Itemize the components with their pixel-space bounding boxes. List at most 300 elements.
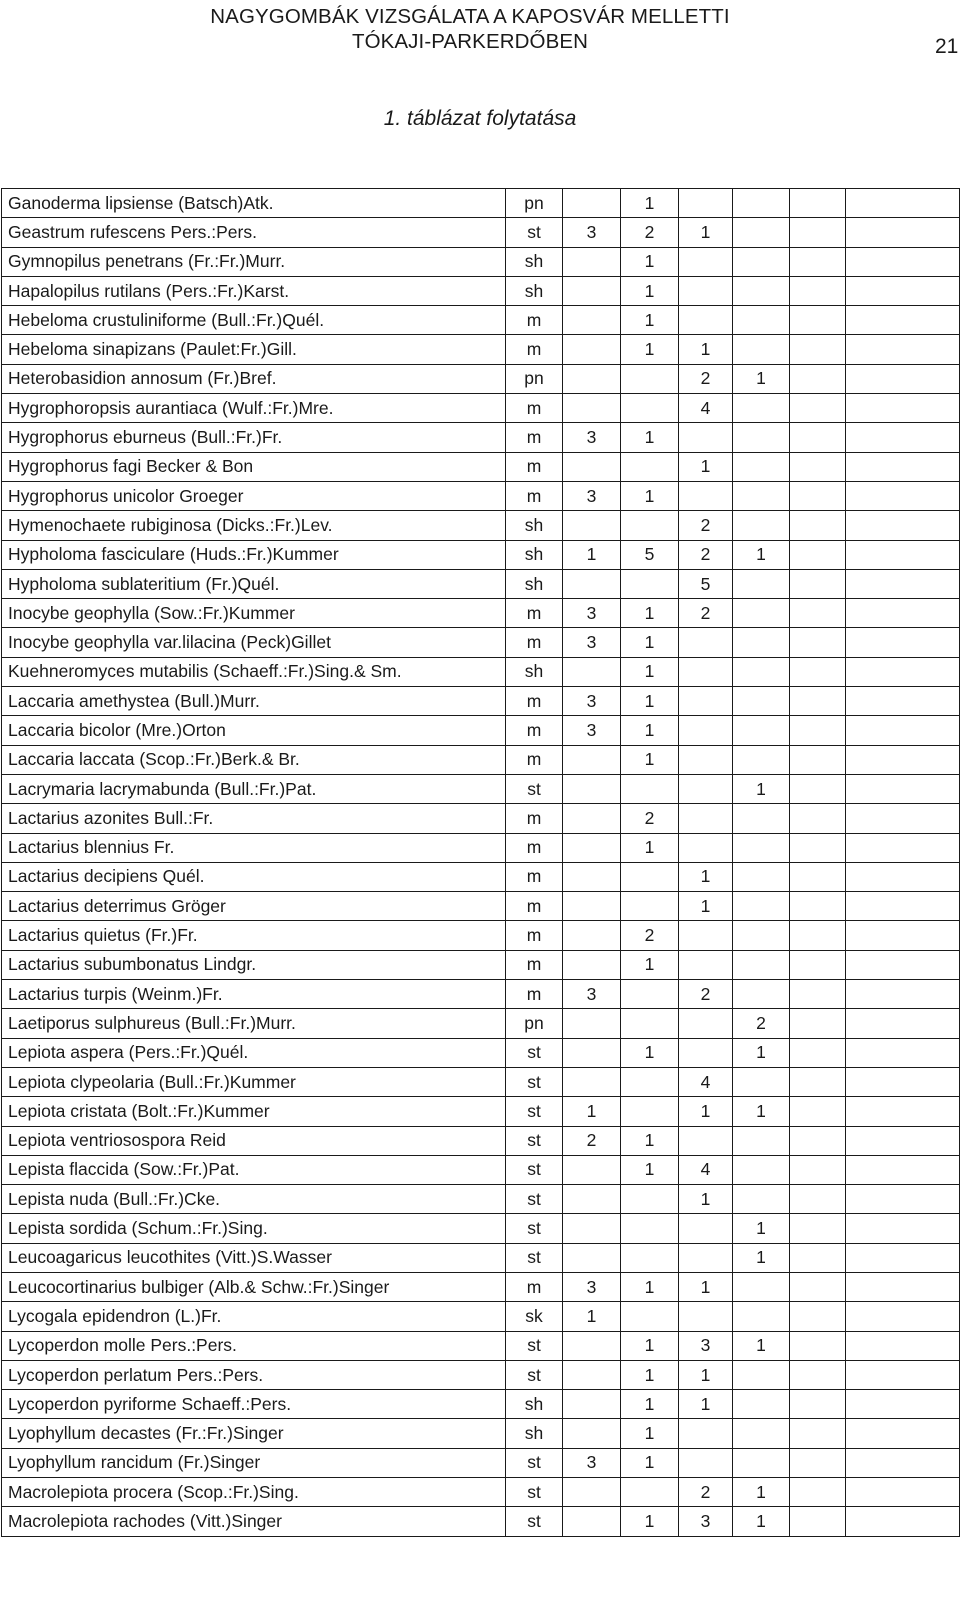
count-cell: 2: [679, 364, 733, 393]
count-cell: [846, 892, 960, 921]
count-cell: [846, 335, 960, 364]
habitat-code-cell: sk: [506, 1302, 563, 1331]
table-row: [2, 569, 960, 598]
count-cell: [846, 276, 960, 305]
page-number: 21: [935, 35, 959, 58]
table-row: [2, 452, 960, 481]
count-cell: [846, 1097, 960, 1126]
count-cell: [621, 1214, 679, 1243]
count-cell: [790, 804, 846, 833]
count-cell: [733, 1419, 790, 1448]
count-cell: [790, 218, 846, 247]
count-cell: [563, 569, 621, 598]
count-cell: [679, 628, 733, 657]
count-cell: 2: [679, 1478, 733, 1507]
species-name-cell: Lepiota cristata (Bolt.:Fr.)Kummer: [2, 1097, 506, 1126]
count-cell: [733, 1272, 790, 1301]
count-cell: 1: [733, 1507, 790, 1536]
habitat-code-cell: st: [506, 218, 563, 247]
count-cell: [679, 1243, 733, 1272]
count-cell: [846, 1360, 960, 1389]
species-name-cell: Hygrophoropsis aurantiaca (Wulf.:Fr.)Mre.: [2, 394, 506, 423]
count-cell: 1: [733, 774, 790, 803]
habitat-code-cell: st: [506, 1507, 563, 1536]
table-row: [2, 716, 960, 745]
species-name-cell: Lepiota ventriosospora Reid: [2, 1126, 506, 1155]
count-cell: [621, 569, 679, 598]
count-cell: [846, 950, 960, 979]
habitat-code-cell: m: [506, 862, 563, 891]
count-cell: [563, 364, 621, 393]
table-row: [2, 306, 960, 335]
species-name-cell: Macrolepiota rachodes (Vitt.)Singer: [2, 1507, 506, 1536]
habitat-code-cell: m: [506, 716, 563, 745]
species-name-cell: Laccaria amethystea (Bull.)Murr.: [2, 687, 506, 716]
species-name-cell: Hypholoma fasciculare (Huds.:Fr.)Kummer: [2, 540, 506, 569]
habitat-code-cell: m: [506, 950, 563, 979]
count-cell: 1: [621, 599, 679, 628]
count-cell: [621, 892, 679, 921]
table-row: [2, 189, 960, 218]
count-cell: [733, 335, 790, 364]
habitat-code-cell: pn: [506, 364, 563, 393]
count-cell: 1: [621, 687, 679, 716]
species-name-cell: Hygrophorus eburneus (Bull.:Fr.)Fr.: [2, 423, 506, 452]
table-row: [2, 335, 960, 364]
count-cell: [846, 921, 960, 950]
count-cell: 3: [563, 1448, 621, 1477]
count-cell: 1: [621, 306, 679, 335]
count-cell: [790, 1185, 846, 1214]
count-cell: [790, 276, 846, 305]
table-row: [2, 687, 960, 716]
count-cell: [790, 1009, 846, 1038]
habitat-code-cell: m: [506, 452, 563, 481]
count-cell: [846, 716, 960, 745]
count-cell: 1: [621, 1038, 679, 1067]
count-cell: 1: [621, 833, 679, 862]
table-row: [2, 950, 960, 979]
table-row: [2, 1126, 960, 1155]
count-cell: [733, 1448, 790, 1477]
count-cell: [621, 511, 679, 540]
count-cell: [733, 687, 790, 716]
species-name-cell: Hapalopilus rutilans (Pers.:Fr.)Karst.: [2, 276, 506, 305]
species-name-cell: Lactarius decipiens Quél.: [2, 862, 506, 891]
count-cell: [790, 687, 846, 716]
habitat-code-cell: m: [506, 306, 563, 335]
species-name-cell: Lactarius turpis (Weinm.)Fr.: [2, 980, 506, 1009]
habitat-code-cell: sh: [506, 511, 563, 540]
table-row: [2, 1419, 960, 1448]
habitat-code-cell: m: [506, 833, 563, 862]
count-cell: 1: [679, 892, 733, 921]
count-cell: [790, 1507, 846, 1536]
count-cell: [733, 1126, 790, 1155]
table-row: [2, 862, 960, 891]
table-row: [2, 804, 960, 833]
count-cell: [733, 1360, 790, 1389]
count-cell: [733, 862, 790, 891]
habitat-code-cell: st: [506, 1067, 563, 1096]
count-cell: [621, 394, 679, 423]
count-cell: [846, 657, 960, 686]
count-cell: 1: [621, 657, 679, 686]
species-name-cell: Lactarius quietus (Fr.)Fr.: [2, 921, 506, 950]
count-cell: [733, 481, 790, 510]
habitat-code-cell: st: [506, 1155, 563, 1184]
count-cell: [621, 862, 679, 891]
count-cell: [621, 1478, 679, 1507]
habitat-code-cell: st: [506, 1478, 563, 1507]
count-cell: [563, 189, 621, 218]
count-cell: [846, 980, 960, 1009]
count-cell: [846, 804, 960, 833]
table-row: [2, 833, 960, 862]
species-name-cell: Lepista sordida (Schum.:Fr.)Sing.: [2, 1214, 506, 1243]
habitat-code-cell: pn: [506, 189, 563, 218]
count-cell: [790, 657, 846, 686]
count-cell: [563, 1009, 621, 1038]
count-cell: [790, 511, 846, 540]
count-cell: 4: [679, 394, 733, 423]
table-row: [2, 394, 960, 423]
count-cell: [733, 423, 790, 452]
count-cell: [563, 950, 621, 979]
count-cell: 1: [621, 1419, 679, 1448]
count-cell: 3: [563, 1272, 621, 1301]
habitat-code-cell: sh: [506, 1419, 563, 1448]
habitat-code-cell: st: [506, 774, 563, 803]
count-cell: [846, 599, 960, 628]
count-cell: 1: [679, 452, 733, 481]
count-cell: 2: [679, 511, 733, 540]
table-row: [2, 980, 960, 1009]
count-cell: [563, 306, 621, 335]
count-cell: 1: [621, 1507, 679, 1536]
habitat-code-cell: m: [506, 1272, 563, 1301]
count-cell: 2: [733, 1009, 790, 1038]
habitat-code-cell: sh: [506, 657, 563, 686]
count-cell: 2: [621, 921, 679, 950]
species-name-cell: Lactarius subumbonatus Lindgr.: [2, 950, 506, 979]
table-row: [2, 481, 960, 510]
count-cell: [679, 687, 733, 716]
running-header: [150, 4, 790, 54]
count-cell: [846, 1272, 960, 1301]
table-row: [2, 1331, 960, 1360]
count-cell: [733, 745, 790, 774]
count-cell: [563, 1067, 621, 1096]
count-cell: 1: [563, 1302, 621, 1331]
habitat-code-cell: sh: [506, 569, 563, 598]
count-cell: [846, 1185, 960, 1214]
count-cell: [846, 628, 960, 657]
species-name-cell: Hymenochaete rubiginosa (Dicks.:Fr.)Lev.: [2, 511, 506, 540]
count-cell: 3: [563, 218, 621, 247]
habitat-code-cell: sh: [506, 1390, 563, 1419]
count-cell: [563, 892, 621, 921]
table-row: [2, 1214, 960, 1243]
species-name-cell: Lyophyllum decastes (Fr.:Fr.)Singer: [2, 1419, 506, 1448]
count-cell: 1: [563, 540, 621, 569]
count-cell: 1: [679, 335, 733, 364]
count-cell: [790, 189, 846, 218]
count-cell: [563, 1507, 621, 1536]
count-cell: [733, 189, 790, 218]
count-cell: [846, 1390, 960, 1419]
count-cell: 1: [621, 276, 679, 305]
species-name-cell: Lepista nuda (Bull.:Fr.)Cke.: [2, 1185, 506, 1214]
count-cell: [846, 1038, 960, 1067]
count-cell: [621, 452, 679, 481]
count-cell: 1: [621, 1448, 679, 1477]
count-cell: 1: [679, 218, 733, 247]
count-cell: [563, 1478, 621, 1507]
count-cell: [846, 862, 960, 891]
count-cell: [563, 394, 621, 423]
count-cell: 1: [621, 247, 679, 276]
count-cell: [563, 745, 621, 774]
table-row: [2, 1243, 960, 1272]
count-cell: [563, 1185, 621, 1214]
species-name-cell: Heterobasidion annosum (Fr.)Bref.: [2, 364, 506, 393]
count-cell: [846, 1009, 960, 1038]
species-name-cell: Lepiota aspera (Pers.:Fr.)Quél.: [2, 1038, 506, 1067]
species-name-cell: Hygrophorus unicolor Groeger: [2, 481, 506, 510]
count-cell: [679, 833, 733, 862]
count-cell: [733, 511, 790, 540]
count-cell: [790, 1038, 846, 1067]
count-cell: [563, 1038, 621, 1067]
count-cell: 1: [621, 481, 679, 510]
count-cell: 1: [679, 1097, 733, 1126]
count-cell: 1: [621, 423, 679, 452]
table-row: [2, 774, 960, 803]
count-cell: 1: [733, 364, 790, 393]
count-cell: 1: [621, 1390, 679, 1419]
count-cell: [733, 218, 790, 247]
habitat-code-cell: m: [506, 394, 563, 423]
count-cell: 2: [679, 599, 733, 628]
habitat-code-cell: m: [506, 628, 563, 657]
count-cell: [563, 862, 621, 891]
count-cell: [790, 833, 846, 862]
species-name-cell: Lepista flaccida (Sow.:Fr.)Pat.: [2, 1155, 506, 1184]
count-cell: [621, 1302, 679, 1331]
table-row: [2, 247, 960, 276]
count-cell: 1: [621, 1331, 679, 1360]
count-cell: [846, 687, 960, 716]
count-cell: [790, 540, 846, 569]
habitat-code-cell: sh: [506, 540, 563, 569]
count-cell: 1: [679, 1360, 733, 1389]
table-row: [2, 1097, 960, 1126]
count-cell: 1: [679, 862, 733, 891]
header-title-line1: NAGYGOMBÁK VIZSGÁLATA A KAPOSVÁR MELLETTI: [210, 5, 730, 28]
count-cell: [846, 1448, 960, 1477]
count-cell: [790, 774, 846, 803]
count-cell: [679, 481, 733, 510]
count-cell: 1: [621, 1126, 679, 1155]
species-table: [1, 188, 960, 1537]
habitat-code-cell: st: [506, 1038, 563, 1067]
count-cell: [733, 569, 790, 598]
count-cell: [790, 1243, 846, 1272]
table-row: [2, 1185, 960, 1214]
count-cell: [790, 1478, 846, 1507]
count-cell: [563, 774, 621, 803]
count-cell: [846, 452, 960, 481]
count-cell: [733, 276, 790, 305]
count-cell: [563, 335, 621, 364]
count-cell: [621, 1067, 679, 1096]
count-cell: [846, 1478, 960, 1507]
count-cell: 1: [621, 1272, 679, 1301]
count-cell: [846, 1155, 960, 1184]
count-cell: [790, 1390, 846, 1419]
count-cell: [790, 892, 846, 921]
count-cell: 1: [733, 540, 790, 569]
count-cell: [846, 481, 960, 510]
count-cell: [563, 1243, 621, 1272]
count-cell: [679, 1302, 733, 1331]
count-cell: [733, 1067, 790, 1096]
count-cell: 1: [733, 1243, 790, 1272]
count-cell: [679, 1419, 733, 1448]
count-cell: [621, 1009, 679, 1038]
count-cell: 1: [733, 1214, 790, 1243]
habitat-code-cell: st: [506, 1214, 563, 1243]
count-cell: [846, 540, 960, 569]
table-row: [2, 1009, 960, 1038]
count-cell: 4: [679, 1067, 733, 1096]
count-cell: [846, 511, 960, 540]
species-name-cell: Leucocortinarius bulbiger (Alb.& Schw.:Fr.)Singer: [2, 1272, 506, 1301]
count-cell: [846, 569, 960, 598]
count-cell: [846, 1126, 960, 1155]
count-cell: [679, 247, 733, 276]
count-cell: [679, 1214, 733, 1243]
count-cell: [679, 1126, 733, 1155]
species-name-cell: Lacrymaria lacrymabunda (Bull.:Fr.)Pat.: [2, 774, 506, 803]
species-name-cell: Geastrum rufescens Pers.:Pers.: [2, 218, 506, 247]
species-name-cell: Hypholoma sublateritium (Fr.)Quél.: [2, 569, 506, 598]
count-cell: 4: [679, 1155, 733, 1184]
count-cell: 1: [621, 745, 679, 774]
table-row: [2, 423, 960, 452]
count-cell: [733, 980, 790, 1009]
count-cell: [733, 921, 790, 950]
count-cell: [679, 745, 733, 774]
count-cell: 3: [563, 716, 621, 745]
count-cell: [846, 833, 960, 862]
count-cell: [679, 804, 733, 833]
count-cell: [621, 980, 679, 1009]
count-cell: [790, 862, 846, 891]
habitat-code-cell: m: [506, 423, 563, 452]
species-name-cell: Hebeloma sinapizans (Paulet:Fr.)Gill.: [2, 335, 506, 364]
count-cell: 2: [621, 804, 679, 833]
habitat-code-cell: m: [506, 921, 563, 950]
species-name-cell: Lycoperdon perlatum Pers.:Pers.: [2, 1360, 506, 1389]
species-name-cell: Leucoagaricus leucothites (Vitt.)S.Wasser: [2, 1243, 506, 1272]
habitat-code-cell: m: [506, 892, 563, 921]
count-cell: [563, 1390, 621, 1419]
species-name-cell: Inocybe geophylla var.lilacina (Peck)Gillet: [2, 628, 506, 657]
count-cell: 1: [733, 1097, 790, 1126]
count-cell: [790, 1448, 846, 1477]
count-cell: [790, 394, 846, 423]
count-cell: [563, 452, 621, 481]
count-cell: [733, 892, 790, 921]
table-row: [2, 892, 960, 921]
species-name-cell: Lycoperdon pyriforme Schaeff.:Pers.: [2, 1390, 506, 1419]
count-cell: [846, 189, 960, 218]
count-cell: [733, 394, 790, 423]
count-cell: [679, 716, 733, 745]
count-cell: 1: [621, 1360, 679, 1389]
species-name-cell: Lactarius blennius Fr.: [2, 833, 506, 862]
count-cell: 1: [679, 1185, 733, 1214]
habitat-code-cell: pn: [506, 1009, 563, 1038]
count-cell: 1: [679, 1272, 733, 1301]
count-cell: [733, 657, 790, 686]
count-cell: [790, 452, 846, 481]
count-cell: [679, 306, 733, 335]
habitat-code-cell: m: [506, 599, 563, 628]
count-cell: [733, 306, 790, 335]
habitat-code-cell: st: [506, 1448, 563, 1477]
count-cell: [846, 1331, 960, 1360]
count-cell: [621, 1097, 679, 1126]
table-row: [2, 1390, 960, 1419]
table-row: [2, 1302, 960, 1331]
table-row: [2, 921, 960, 950]
count-cell: [621, 774, 679, 803]
species-name-cell: Hygrophorus fagi Becker & Bon: [2, 452, 506, 481]
count-cell: [790, 569, 846, 598]
habitat-code-cell: m: [506, 687, 563, 716]
count-cell: 3: [679, 1507, 733, 1536]
count-cell: [563, 1214, 621, 1243]
count-cell: [790, 1302, 846, 1331]
count-cell: [790, 716, 846, 745]
count-cell: 3: [563, 628, 621, 657]
habitat-code-cell: m: [506, 804, 563, 833]
count-cell: [679, 189, 733, 218]
count-cell: 1: [621, 189, 679, 218]
count-cell: [790, 599, 846, 628]
count-cell: 1: [621, 335, 679, 364]
count-cell: [679, 423, 733, 452]
count-cell: [563, 1155, 621, 1184]
species-name-cell: Lycoperdon molle Pers.:Pers.: [2, 1331, 506, 1360]
count-cell: [790, 1419, 846, 1448]
count-cell: [679, 657, 733, 686]
species-name-cell: Laccaria bicolor (Mre.)Orton: [2, 716, 506, 745]
table-row: [2, 1478, 960, 1507]
habitat-code-cell: st: [506, 1360, 563, 1389]
habitat-code-cell: m: [506, 335, 563, 364]
count-cell: [621, 1185, 679, 1214]
count-cell: [563, 1331, 621, 1360]
count-cell: 1: [621, 716, 679, 745]
count-cell: [846, 423, 960, 452]
count-cell: [733, 628, 790, 657]
count-cell: [563, 276, 621, 305]
count-cell: [846, 306, 960, 335]
